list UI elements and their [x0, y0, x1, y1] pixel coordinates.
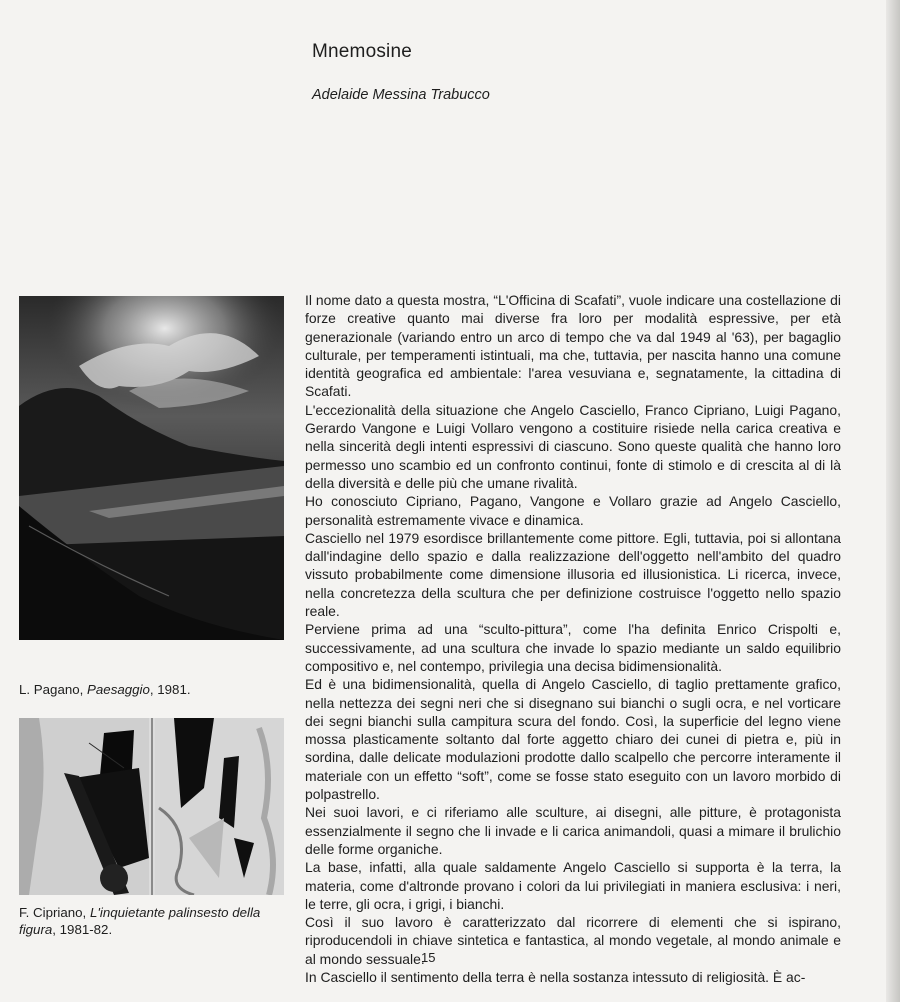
- painting-landscape-image: [19, 296, 284, 640]
- caption-artist: L. Pagano,: [19, 682, 84, 697]
- paragraph: Casciello nel 1979 esordisce brillantemente come pittore. Egli, tuttavia, poi si allontana dall'indagine dello spazio e dalla realizzazione dell'oggetto nell'ambito del quadro vissuto probabilmente come dimensione illusoria ed illusionistica. Li ricerca, invece, nella concretezza della scultura che per definizione costruisce l'oggetto nello spazio reale.: [305, 529, 841, 620]
- paragraph: La base, infatti, alla quale saldamente Angelo Casciello si supporta è la terra, la materia, come d'altronde provano i colori da lui privilegiati in maniera esclusiva: i neri, le terre, gli ocra, i grigi, i bianchi.: [305, 859, 841, 912]
- paragraph: L'eccezionalità della situazione che Angelo Casciello, Franco Cipriano, Luigi Pagano, Gerardo Vangone e Luigi Vollaro vengono a costituire risiede nella carica creativa e nella sincerità degli intenti espressivi di ciascuno. Sono queste qualità che hanno loro permesso uno scambio ed un confronto continui, fonte di stimolo e di crescita al di là della diversità e delle più che umane rivalità.: [305, 401, 841, 491]
- page-number: 15: [421, 950, 436, 965]
- page-edge: [886, 0, 900, 1002]
- article-title: Mnemosine: [312, 41, 413, 62]
- paragraph: In Casciello il sentimento della terra è nella sostanza intessuto di religiosità. È ac-: [305, 968, 806, 985]
- figure-palinsesto: [19, 718, 284, 895]
- article-author: Adelaide Messina Trabucco: [312, 87, 490, 103]
- caption-year: , 1981.: [149, 682, 191, 697]
- paragraph: Perviene prima ad una “sculto-pittura”, come l'ha definita Enrico Crispolti e, successivamente, ad una scultura che invade lo spazio mediante un saldo equilibrio compositivo e, nel contempo, privilegia una decisa bidimensionalità.: [305, 621, 841, 674]
- caption-artist: F. Cipriano,: [19, 905, 87, 920]
- paragraph: Ho conosciuto Cipriano, Pagano, Vangone e Vollaro grazie ad Angelo Casciello, personalità estremamente vivace e dinamica.: [305, 493, 841, 528]
- paragraph: Ed è una bidimensionalità, quella di Angelo Casciello, di taglio prettamente grafico, nella nettezza dei segni neri che si disegnano sui bianchi o sugli ocra, e nel vorticare dei segni bianchi sulla campitura scura del fondo. Così, la superficie del legno viene mossa plasticamente soltanto dal forte aggetto chiaro dei cunei di pietra e, più in sordina, dalle delicate modulazioni prodotte dallo scalpello che percorre interamente il materiale con un effetto “soft”, come se fosse stato eseguito con un lavoro morbido di polpastrello.: [305, 676, 841, 803]
- paragraph: Così il suo lavoro è caratterizzato dal ricorrere di elementi che si ispirano, riproducendoli in chiave sintetica e fantastica, al mondo vegetale, al mondo animale e al mondo sessuale.: [305, 914, 841, 967]
- caption-palinsesto: [19, 904, 279, 938]
- article-body: [305, 291, 841, 986]
- caption-work-title: Paesaggio: [87, 682, 150, 697]
- paragraph: Nei suoi lavori, e ci riferiamo alle sculture, ai disegni, alle pitture, è protagonista essenzialmente il segno che li invade e li carica animandoli, quasi a mimare il brulichio delle forme organiche.: [305, 804, 841, 857]
- paragraph: Il nome dato a questa mostra, “L'Officina di Scafati”, vuole indicare una costellazione di forze creative quanto mai diverse fra loro per modalità espressive, per età generazionale (variando entro un arco di tempo che va dal 1949 al '63), per bagaglio culturale, per temperamenti istintuali, ma che, tuttavia, per nascita hanno una comune identità geografica ed ambientale: l'area vesuviana e, segnatamente, la cittadina di Scafati.: [305, 292, 841, 400]
- caption-year: , 1981-82.: [52, 922, 113, 937]
- figure-paesaggio: [19, 296, 284, 640]
- caption-work-title: L'inquietante palinsesto della figura: [19, 905, 261, 937]
- caption-paesaggio: [19, 681, 191, 698]
- painting-abstract-image: [19, 718, 284, 895]
